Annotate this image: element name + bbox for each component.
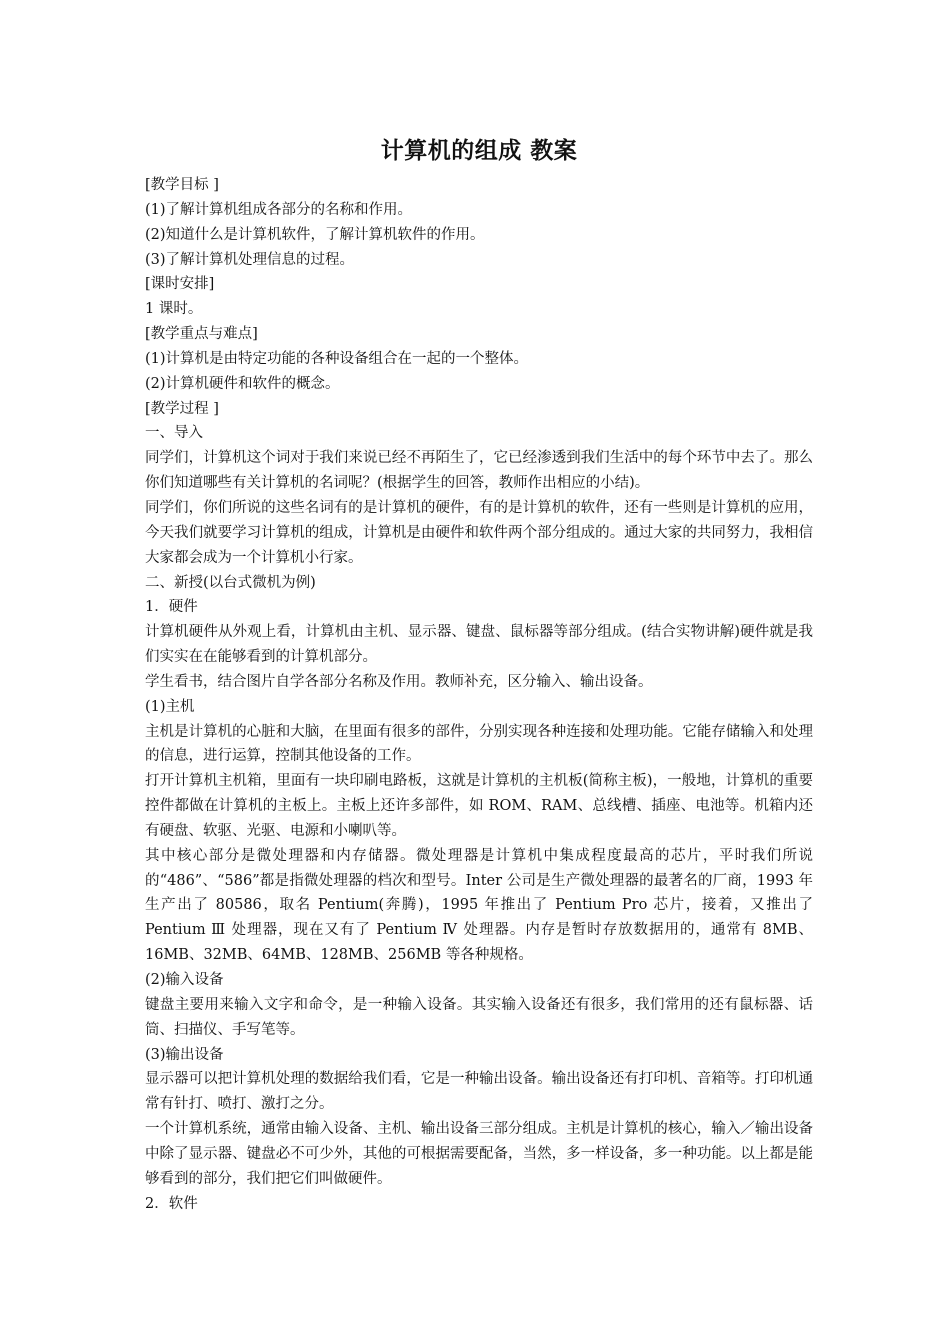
key-point-item: (2)计算机硬件和软件的概念。 — [145, 375, 340, 392]
objective-item: (3)了解计算机处理信息的过程。 — [145, 251, 355, 268]
paragraph: 主机是计算机的心脏和大脑，在里面有很多的部件，分别实现各种连接和处理功能。它能存储输入和处理的信息，进行运算，控制其他设备的工作。 — [145, 723, 813, 765]
paragraph: 显示器可以把计算机处理的数据给我们看，它是一种输出设备。输出设备还有打印机、音箱等。打印机通常有针打、喷打、激打之分。 — [145, 1071, 813, 1113]
key-point-item: (1)计算机是由特定功能的各种设备组合在一起的一个整体。 — [145, 350, 529, 367]
section-heading-process: [教学过程 ] — [145, 400, 219, 417]
paragraph: 一个计算机系统，通常由输入设备、主机、输出设备三部分组成。主机是计算机的核心，输入／输出设备中除了显示器、键盘必不可少外，其他的可根据需要配备，当然，多一样设备，多一种功能。以上都是能够看到的部分，我们把它们叫做硬件。 — [145, 1121, 813, 1187]
paragraph: 计算机硬件从外观上看，计算机由主机、显示器、键盘、鼠标器等部分组成。(结合实物讲解)硬件就是我们实实在在能够看到的计算机部分。 — [145, 624, 813, 666]
paragraph: 打开计算机主机箱，里面有一块印刷电路板，这就是计算机的主机板(简称主板)，一般地，计算机的重要控件都做在计算机的主板上。主板上还许多部件，如 ROM、RAM、总线槽、插座、电池等。机箱内还有硬盘、软驱、光驱、电源和小喇叭等。 — [145, 773, 813, 839]
section-heading-schedule: [课时安排] — [145, 276, 215, 293]
section-heading-key-points: [教学重点与难点] — [145, 326, 258, 343]
document-body — [145, 131, 813, 1216]
paragraph: 键盘主要用来输入文字和命令，是一种输入设备。其实输入设备还有很多，我们常用的还有鼠标器、话筒、扫描仪、手写笔等。 — [145, 996, 813, 1038]
section-heading-objectives: [教学目标 ] — [145, 177, 219, 193]
item-heading-output-devices: (3)输出设备 — [145, 1046, 224, 1063]
item-heading-input-devices: (2)输入设备 — [145, 972, 224, 988]
paragraph: 学生看书，结合图片自学各部分名称及作用。教师补充，区分输入、输出设备。 — [145, 673, 653, 690]
objective-item: (1)了解计算机组成各部分的名称和作用。 — [145, 201, 413, 218]
topic-heading-hardware: 1．硬件 — [145, 599, 198, 616]
item-heading-host: (1)主机 — [145, 698, 195, 715]
topic-heading-software: 2．软件 — [145, 1195, 198, 1212]
subsection-heading-new-lesson: 二、新授(以台式微机为例) — [145, 574, 316, 591]
paragraph: 同学们，计算机这个词对于我们来说已经不再陌生了，它已经渗透到我们生活中的每个环节中去了。那么你们知道哪些有关计算机的名词呢？(根据学生的回答，教师作出相应的小结)。 — [145, 450, 813, 492]
paragraph: 同学们，你们所说的这些名词有的是计算机的硬件，有的是计算机的软件，还有一些则是计算机的应用，今天我们就要学习计算机的组成，计算机是由硬件和软件两个部分组成的。通过大家的共同努力，我相信大家都会成为一个计算机小行家。 — [145, 499, 813, 566]
objective-item: (2)知道什么是计算机软件，了解计算机软件的作用。 — [145, 226, 485, 243]
schedule-text: 1 课时。 — [145, 301, 203, 318]
paragraph: 其中核心部分是微处理器和内存储器。微处理器是计算机中集成程度最高的芯片，平时我们所说的“486”、“586”都是指微处理器的档次和型号。Inter 公司是生产微处理器的最著名的厂商，1993 年生产出了 80586，取名 Pentium(奔腾)，1995 年推出了 Pentium Pro 芯片，接着，又推出了 Pentium Ⅲ 处理器，现在又有了 Pentium Ⅳ 处理器。内存是暂时存放数据用的，通常有 8MB、16MB、32MB、64MB、128MB、256MB 等各种规格。 — [145, 847, 813, 964]
subsection-heading-intro: 一、导入 — [145, 425, 203, 442]
document-title: 计算机的组成 教案 — [380, 137, 578, 164]
